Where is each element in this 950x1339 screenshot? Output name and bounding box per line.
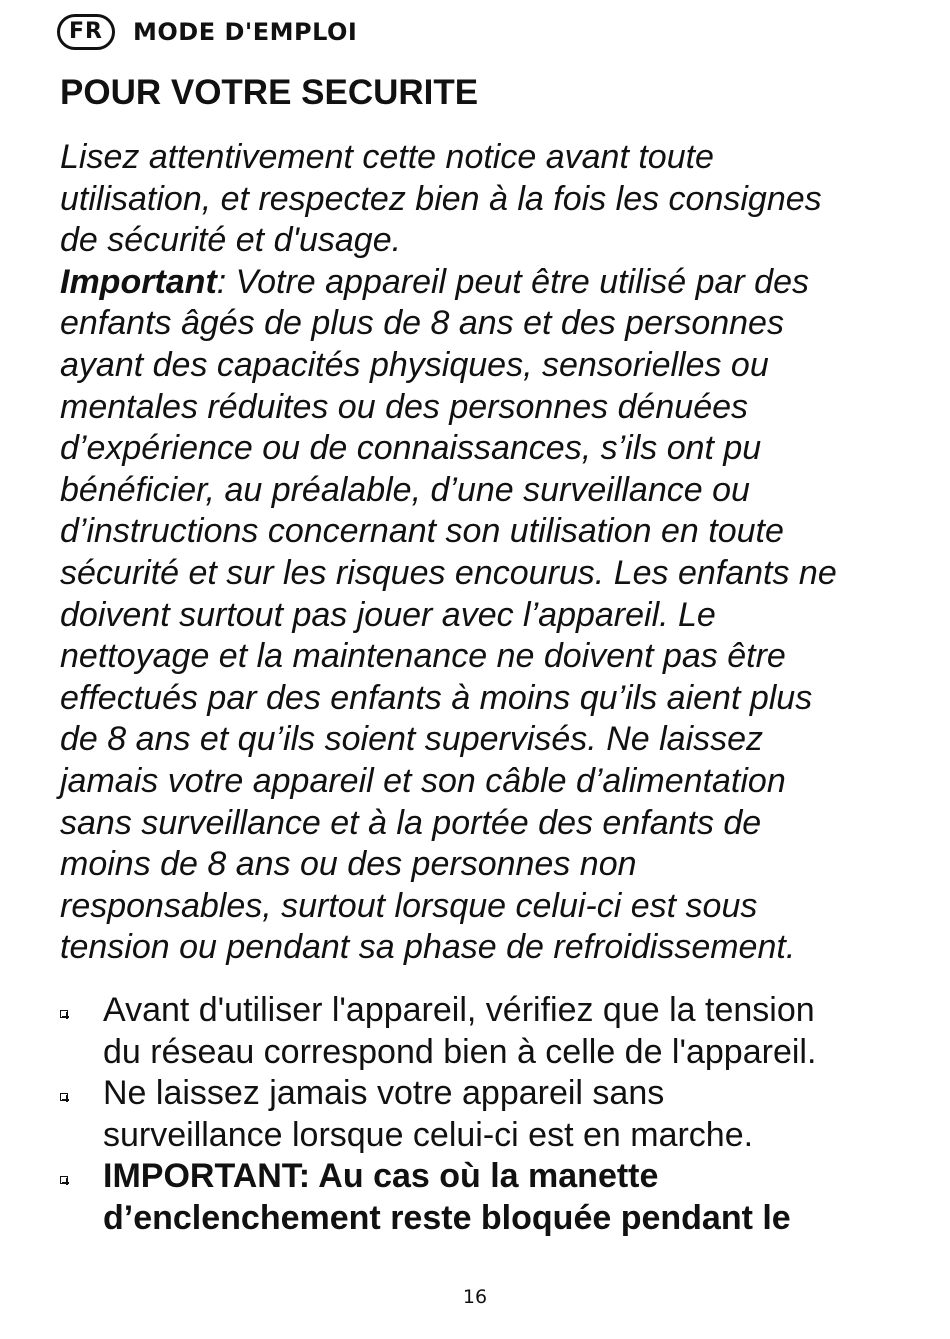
intro-line: mentales réduites ou des personnes dénuées [60, 387, 749, 426]
intro-line: de 8 ans et qu’ils soient supervisés. Ne laissez [60, 720, 764, 759]
intro-line: sans surveillance et à la portée des enfants de [60, 803, 762, 842]
bullet-item [60, 1073, 920, 1156]
bullet-line: IMPORTANT: Au cas où la manette [103, 1157, 659, 1196]
safety-intro-paragraph [60, 137, 920, 969]
bullet-line: d’enclenchement reste bloquée pendant le [103, 1198, 791, 1237]
bullet-line: surveillance lorsque celui-ci est en marche. [103, 1115, 754, 1154]
checkbox-bullet-icon [60, 1010, 68, 1018]
intro-line: jamais votre appareil et son câble d’alimentation [60, 761, 786, 800]
safety-bullet-list [60, 990, 920, 1240]
intro-line: moins de 8 ans ou des personnes non [60, 845, 637, 884]
intro-line: sécurité et sur les risques encourus. Les enfants ne [60, 553, 837, 592]
intro-line: d’instructions concernant son utilisation en toute [60, 512, 784, 551]
bullet-item [60, 990, 920, 1073]
intro-line: de sécurité et d'usage. [60, 221, 402, 260]
bullet-line: Avant d'utiliser l'appareil, vérifiez que la tension [103, 991, 815, 1029]
intro-line: ayant des capacités physiques, sensorielles ou [60, 345, 769, 384]
intro-line: nettoyage et la maintenance ne doivent pas être [60, 637, 786, 676]
important-line [60, 262, 920, 304]
language-badge: FR [57, 14, 115, 50]
intro-line: enfants âgés de plus de 8 ans et des personnes [60, 304, 784, 343]
header-title: MODE D'EMPLOI [133, 18, 358, 46]
bullet-item-important [60, 1156, 920, 1239]
bullet-line: Ne laissez jamais votre appareil sans [103, 1074, 665, 1113]
intro-line: d’expérience ou de connaissances, s’ils ont pu [60, 429, 762, 468]
intro-line: Lisez attentivement cette notice avant toute [60, 138, 714, 176]
intro-line: utilisation, et respectez bien à la fois les consignes [60, 179, 822, 218]
page-number: 16 [462, 1286, 488, 1308]
important-label: Important [60, 262, 217, 301]
bullet-line: du réseau correspond bien à celle de l'appareil. [103, 1032, 817, 1071]
important-line-text: : Votre appareil peut être utilisé par des [216, 262, 809, 301]
intro-line: doivent surtout pas jouer avec l’appareil. Le [60, 595, 716, 634]
page-header [57, 12, 357, 52]
intro-line: tension ou pendant sa phase de refroidissement. [60, 928, 796, 967]
intro-line: bénéficier, au préalable, d’une surveillance ou [60, 470, 750, 509]
section-title: POUR VOTRE SECURITE [60, 73, 479, 112]
intro-line: responsables, surtout lorsque celui-ci est sous [60, 886, 758, 925]
checkbox-bullet-icon [60, 1093, 68, 1101]
checkbox-bullet-icon [60, 1176, 68, 1184]
intro-line: effectués par des enfants à moins qu’ils aient plus [60, 678, 813, 717]
